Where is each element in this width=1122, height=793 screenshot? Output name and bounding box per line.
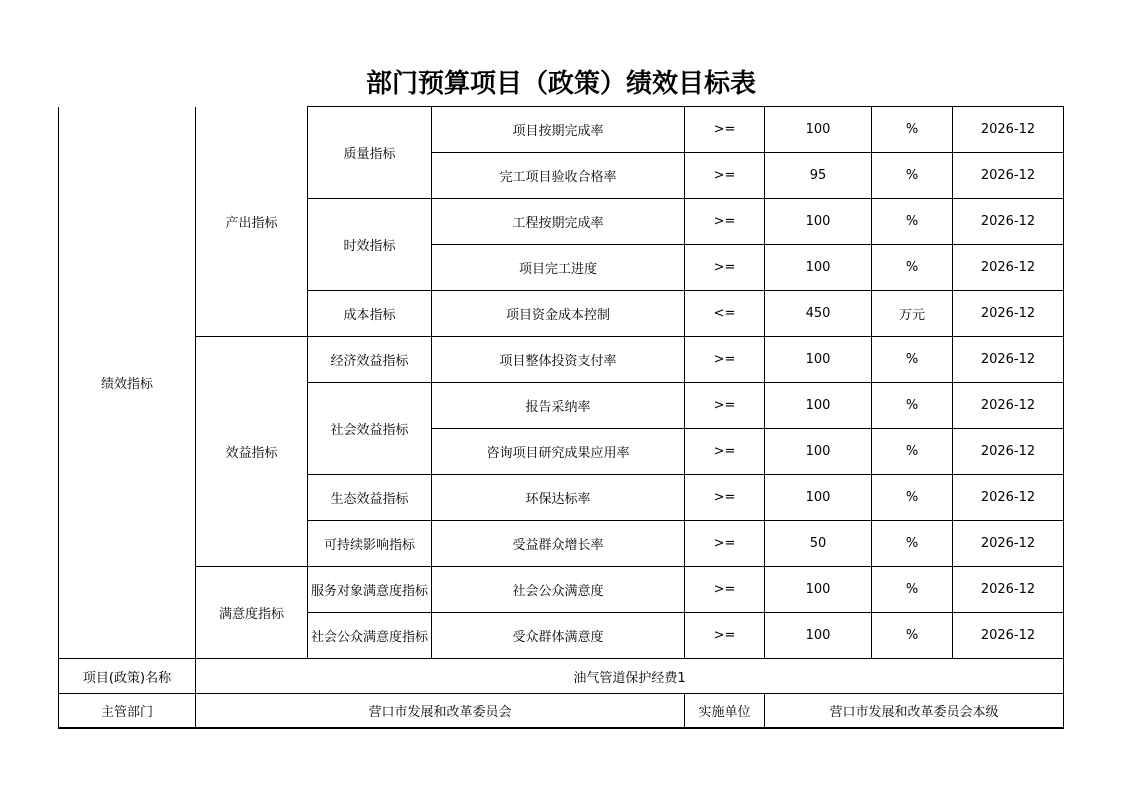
table-row [59, 107, 1064, 153]
indicator-cell: 项目资金成本控制 [432, 291, 685, 337]
table-row [59, 567, 1064, 613]
category-sustainable: 可持续影响指标 [308, 521, 432, 567]
indicator-cell: 咨询项目研究成果应用率 [432, 429, 685, 475]
unit-cell: % [872, 337, 953, 383]
operator-cell: >= [685, 383, 765, 429]
value-cell: 100 [765, 613, 872, 659]
category-economic: 经济效益指标 [308, 337, 432, 383]
value-cell: 100 [765, 567, 872, 613]
operator-cell: >= [685, 245, 765, 291]
indicator-cell: 受益群众增长率 [432, 521, 685, 567]
value-cell: 100 [765, 475, 872, 521]
operator-cell: >= [685, 521, 765, 567]
category-service-satisfaction: 服务对象满意度指标 [308, 567, 432, 613]
value-cell: 450 [765, 291, 872, 337]
date-cell: 2026-12 [953, 521, 1064, 567]
indicator-cell: 环保达标率 [432, 475, 685, 521]
value-cell: 100 [765, 337, 872, 383]
unit-cell: % [872, 383, 953, 429]
unit-cell: % [872, 475, 953, 521]
category-cost: 成本指标 [308, 291, 432, 337]
table-row [59, 337, 1064, 383]
operator-cell: >= [685, 199, 765, 245]
operator-cell: >= [685, 337, 765, 383]
page-title: 部门预算项目（政策）绩效目标表 [365, 69, 756, 99]
indicator-cell: 工程按期完成率 [432, 199, 685, 245]
performance-table [58, 106, 1064, 729]
operator-cell: >= [685, 429, 765, 475]
unit-cell: % [872, 153, 953, 199]
category-ecological: 生态效益指标 [308, 475, 432, 521]
date-cell: 2026-12 [953, 567, 1064, 613]
unit-cell: % [872, 199, 953, 245]
operator-cell: >= [685, 613, 765, 659]
unit-cell: % [872, 613, 953, 659]
date-cell: 2026-12 [953, 613, 1064, 659]
date-cell: 2026-12 [953, 429, 1064, 475]
value-cell: 100 [765, 383, 872, 429]
dept-value: 营口市发展和改革委员会 [196, 694, 685, 728]
indicator-cell: 项目整体投资支付率 [432, 337, 685, 383]
dept-label: 主管部门 [59, 694, 196, 728]
level1-cell: 绩效指标 [59, 107, 196, 659]
date-cell: 2026-12 [953, 337, 1064, 383]
date-cell: 2026-12 [953, 245, 1064, 291]
unit-cell: % [872, 429, 953, 475]
operator-cell: >= [685, 567, 765, 613]
group-satisfaction: 满意度指标 [196, 567, 308, 659]
project-name-label: 项目(政策)名称 [59, 659, 196, 694]
indicator-cell: 项目完工进度 [432, 245, 685, 291]
value-cell: 50 [765, 521, 872, 567]
date-cell: 2026-12 [953, 199, 1064, 245]
value-cell: 100 [765, 429, 872, 475]
group-benefit: 效益指标 [196, 337, 308, 567]
date-cell: 2026-12 [953, 475, 1064, 521]
date-cell: 2026-12 [953, 107, 1064, 153]
operator-cell: >= [685, 153, 765, 199]
category-social: 社会效益指标 [308, 383, 432, 475]
unit-cell: % [872, 107, 953, 153]
category-timeliness: 时效指标 [308, 199, 432, 291]
unit-cell: % [872, 245, 953, 291]
value-cell: 100 [765, 245, 872, 291]
project-name-value: 油气管道保护经费1 [196, 659, 1064, 694]
category-quality: 质量指标 [308, 107, 432, 199]
date-cell: 2026-12 [953, 291, 1064, 337]
indicator-cell: 社会公众满意度 [432, 567, 685, 613]
department-row [59, 694, 1064, 728]
date-cell: 2026-12 [953, 153, 1064, 199]
unit-cell: % [872, 567, 953, 613]
operator-cell: <= [685, 291, 765, 337]
project-name-row [59, 659, 1064, 694]
group-output: 产出指标 [196, 107, 308, 337]
indicator-cell: 项目按期完成率 [432, 107, 685, 153]
value-cell: 100 [765, 107, 872, 153]
indicator-cell: 受众群体满意度 [432, 613, 685, 659]
value-cell: 95 [765, 153, 872, 199]
category-public-satisfaction: 社会公众满意度指标 [308, 613, 432, 659]
unit-cell: % [872, 521, 953, 567]
indicator-cell: 报告采纳率 [432, 383, 685, 429]
date-cell: 2026-12 [953, 383, 1064, 429]
indicator-cell: 完工项目验收合格率 [432, 153, 685, 199]
impl-value: 营口市发展和改革委员会本级 [765, 694, 1064, 728]
unit-cell: 万元 [872, 291, 953, 337]
impl-label: 实施单位 [685, 694, 765, 728]
operator-cell: >= [685, 475, 765, 521]
value-cell: 100 [765, 199, 872, 245]
operator-cell: >= [685, 107, 765, 153]
